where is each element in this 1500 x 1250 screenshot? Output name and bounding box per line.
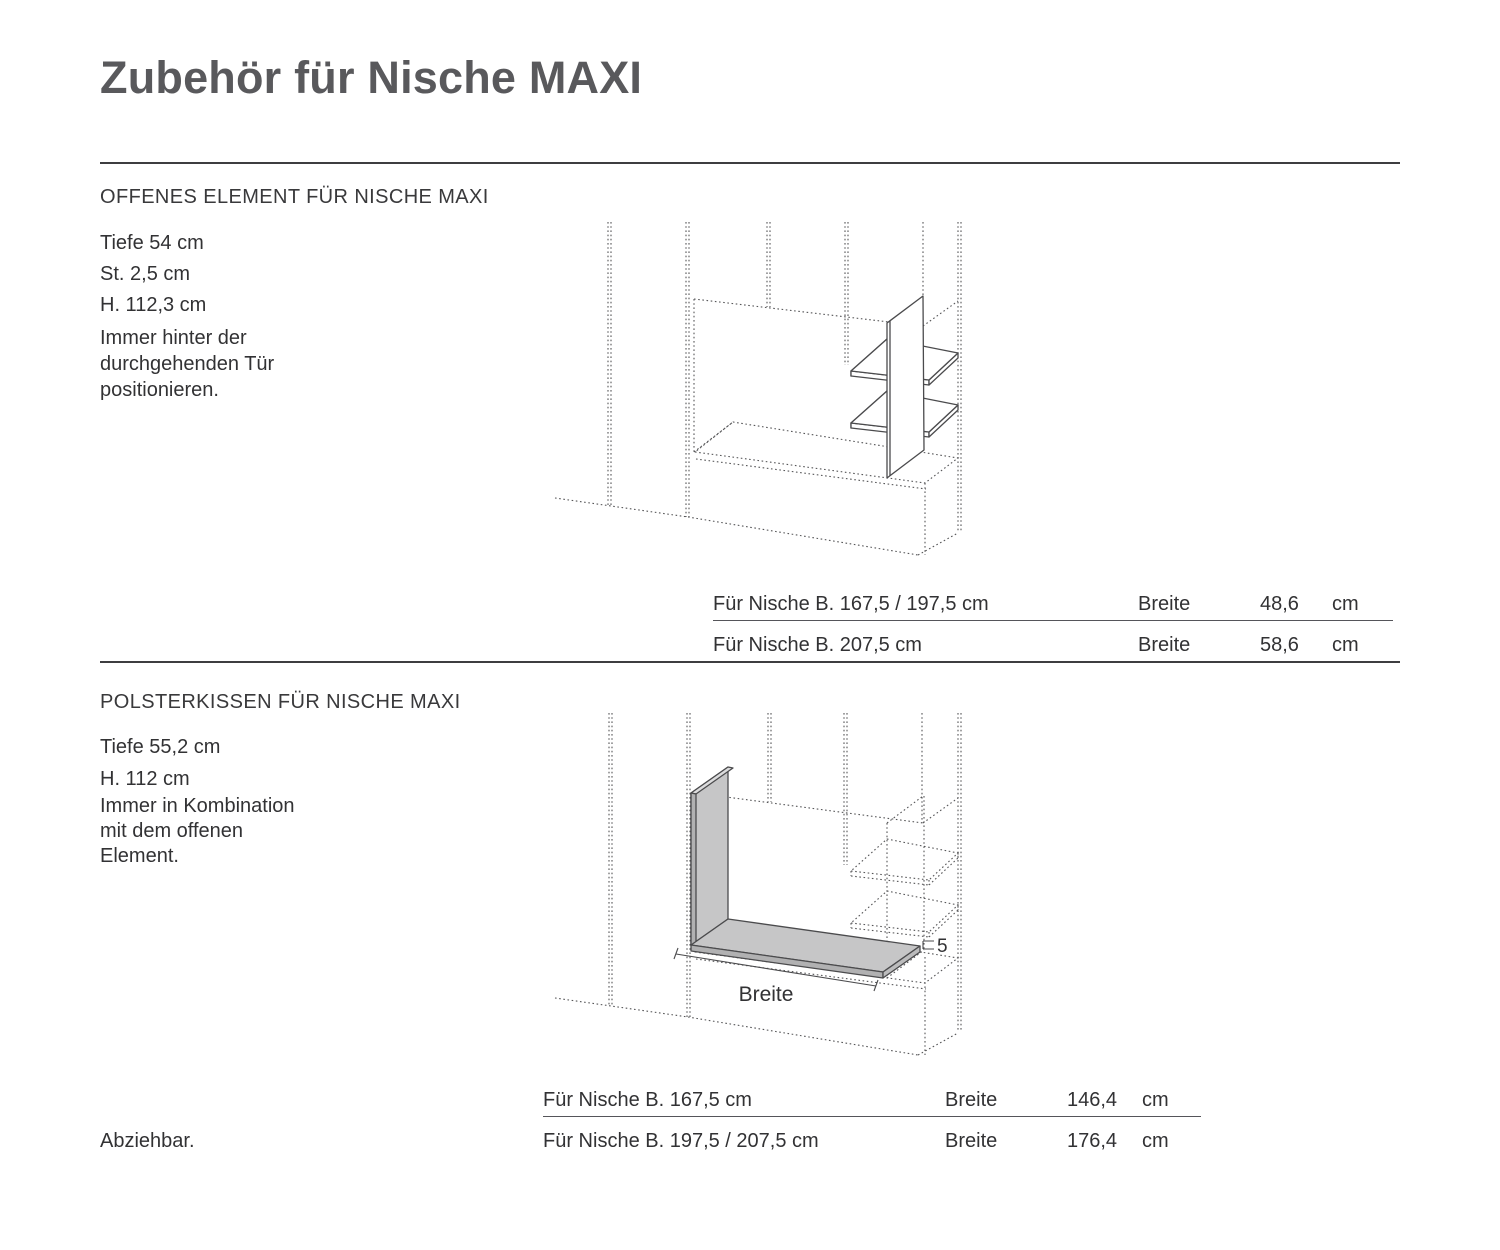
table-divider (713, 620, 1393, 621)
row-unit: cm (1332, 634, 1359, 656)
spec-line: Tiefe 55,2 cm (100, 736, 221, 758)
dimension-line (674, 941, 934, 991)
note-line: positionieren. (100, 379, 219, 401)
section-divider (100, 661, 1400, 663)
row-value: 58,6 (1260, 634, 1299, 656)
row-value: 146,4 (1067, 1089, 1118, 1111)
note-line: Immer in Kombination (100, 795, 295, 817)
niche-dashed-lines (555, 222, 961, 555)
row-label: Für Nische B. 167,5 / 197,5 cm (713, 593, 989, 615)
spec-line: Tiefe 54 cm (100, 232, 204, 254)
row-label: Für Nische B. 197,5 / 207,5 cm (543, 1130, 819, 1152)
diagram-polsterkissen (545, 695, 1020, 1090)
polsterkissen-drawing (545, 695, 1020, 1090)
note-line: durchgehenden Tür (100, 353, 275, 375)
spec-list-polsterkissen (100, 731, 220, 795)
shelf-element-lines (851, 296, 958, 478)
row-dim-label: Breite (1138, 634, 1191, 656)
section-heading-offenes-element: OFFENES ELEMENT FÜR NISCHE MAXI (100, 186, 489, 208)
note-line: Element. (100, 845, 179, 867)
diagram-offenes-element (550, 195, 1010, 585)
note-polsterkissen (100, 794, 295, 869)
row-unit: cm (1142, 1130, 1169, 1152)
spec-line: H. 112,3 cm (100, 294, 207, 316)
row-unit: cm (1332, 593, 1359, 615)
footnote-abziehbar: Abziehbar. (100, 1130, 195, 1152)
row-unit: cm (1142, 1089, 1169, 1111)
table-divider (543, 1116, 1201, 1117)
row-dim-label: Breite (1138, 593, 1191, 615)
cushion-shape (691, 767, 920, 978)
spec-list-offenes-element (100, 228, 206, 321)
row-value: 48,6 (1260, 593, 1299, 615)
spec-line: H. 112 cm (100, 768, 190, 790)
breite-dimension-label: Breite (738, 983, 794, 1006)
section-heading-polsterkissen: POLSTERKISSEN FÜR NISCHE MAXI (100, 691, 461, 713)
note-line: Immer hinter der (100, 327, 247, 349)
row-label: Für Nische B. 167,5 cm (543, 1089, 752, 1111)
offenes-element-drawing (550, 195, 1010, 585)
note-line: mit dem offenen (100, 820, 244, 842)
thickness-dimension-label: 5 (937, 936, 948, 957)
row-label: Für Nische B. 207,5 cm (713, 634, 922, 656)
row-dim-label: Breite (945, 1089, 998, 1111)
row-value: 176,4 (1067, 1130, 1118, 1152)
note-offenes-element (100, 325, 274, 403)
top-rule (100, 162, 1400, 164)
row-dim-label: Breite (945, 1130, 998, 1152)
spec-line: St. 2,5 cm (100, 263, 191, 285)
page-title: Zubehör für Nische MAXI (100, 52, 643, 103)
